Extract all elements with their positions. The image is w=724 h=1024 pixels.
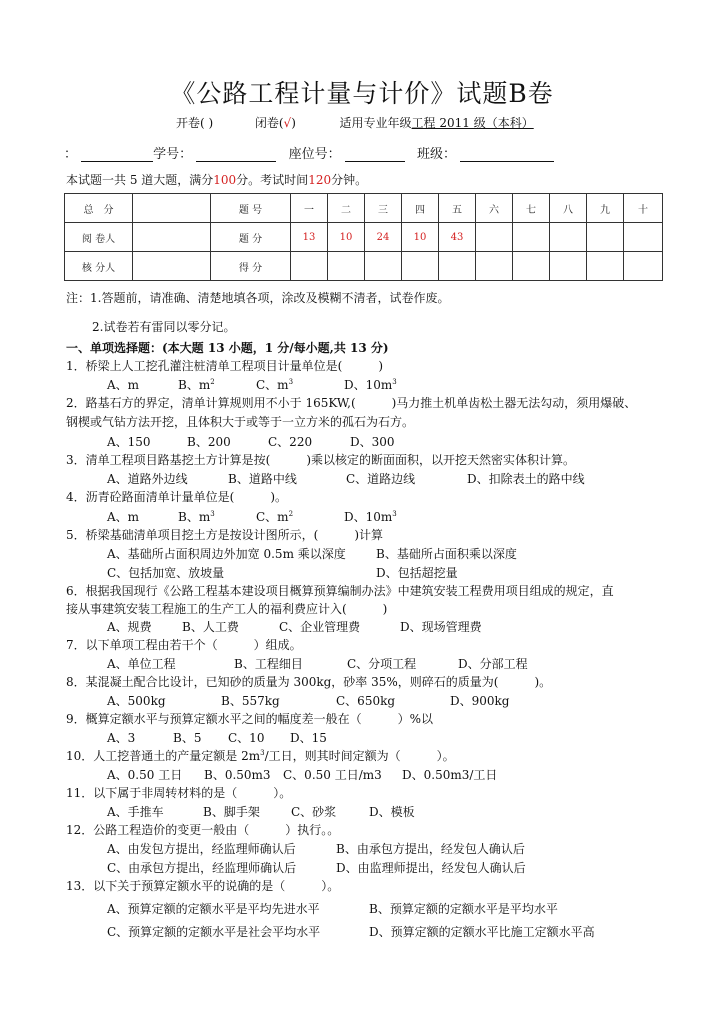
q1-option-a: A、m — [107, 378, 140, 392]
score-table — [64, 193, 663, 281]
check-mark: √ — [283, 116, 292, 130]
exam-intro — [66, 171, 367, 188]
q3-option-b: B、道路中线 — [228, 472, 297, 486]
student-info-line — [64, 143, 554, 162]
q1-option-d: D、$10m^3$ — [344, 378, 397, 392]
q9-option-b: B、5 — [173, 731, 202, 745]
table-cell: 六 — [476, 194, 513, 223]
q9-option-d: D、15 — [290, 731, 327, 745]
intro-text-1: 本试题一共 5 道大题，满分 — [66, 173, 214, 187]
question-10: 10．人工挖普通土的产量定额是 $2m^3/$工日，则其时间定额为（ ）。 — [66, 749, 455, 763]
q4-option-a: A、m — [107, 510, 140, 524]
q1-option-c: C、$m^3$ — [256, 378, 294, 392]
table-cell[interactable] — [513, 252, 550, 281]
q7-option-d: D、分部工程 — [458, 657, 528, 671]
seat-label: 座位号： — [288, 147, 341, 162]
question-4: 4．沥青砼路面清单计量单位是( )。 — [66, 490, 287, 504]
page-title: 《公路工程计量与计价》试题B卷 — [170, 79, 554, 108]
q9-option-c: C、10 — [228, 731, 265, 745]
q3-option-a: A、道路外边线 — [107, 472, 188, 486]
seat-field[interactable] — [345, 147, 405, 162]
table-cell: 10 — [328, 223, 365, 252]
question-13: 13．以下关于预算定额水平的说确的是（ ）。 — [66, 879, 340, 893]
question-8: 8．某混凝土配合比设计，已知砂的质量为 300kg，砂率 35%，则碎石的质量为( )。 — [66, 675, 552, 689]
exam-time: 120 — [308, 173, 332, 187]
major-label: 适用专业年级 — [339, 116, 412, 130]
q11-option-d: D、模板 — [369, 805, 415, 819]
question-9: 9．概算定额水平与预算定额水平之间的幅度差一般在（ ）%以 — [66, 712, 434, 726]
table-cell[interactable] — [402, 252, 439, 281]
q12-option-b: B、由承包方提出，经发包人确认后 — [336, 842, 525, 856]
table-cell: 题 号 — [211, 194, 291, 223]
q8-option-b: B、557kg — [221, 694, 280, 708]
table-cell — [133, 194, 211, 223]
q1-option-b: B、$m^2$ — [178, 378, 215, 392]
q5-option-a: A、基础所占面积周边外加宽 0.5m 乘以深度 — [107, 547, 346, 561]
q10-option-b: B、0.50m3 — [204, 768, 271, 782]
table-cell[interactable] — [133, 223, 211, 252]
table-cell[interactable] — [476, 252, 513, 281]
question-2-line-1: 2．路基石方的界定，清单计算规则用不小于 165KW,( )马力推土机单齿松土器无法勾动，须用爆破、 — [66, 396, 637, 410]
table-cell[interactable] — [365, 252, 402, 281]
question-2-line-2: 钢楔或气钻方法开挖，且体积大于或等于一立方米的孤石为石方。 — [66, 415, 415, 429]
table-cell: 九 — [587, 194, 624, 223]
table-cell: 43 — [439, 223, 476, 252]
closed-book-prefix: 闭卷( — [254, 116, 284, 130]
q8-option-c: C、650kg — [336, 694, 396, 708]
q10-option-a: A、0.50 工日 — [107, 768, 183, 782]
q7-option-b: B、工程细目 — [234, 657, 303, 671]
table-cell — [587, 223, 624, 252]
q12-option-c: C、由承包方提出，经监理师确认后 — [107, 861, 297, 875]
intro-text-3: 分钟。 — [331, 173, 368, 187]
table-cell[interactable] — [587, 252, 624, 281]
table-cell: 三 — [365, 194, 402, 223]
table-row-score — [65, 252, 663, 281]
note-1: 注：1.答题前，请准确、清楚地填各项，涂改及模糊不清者，试卷作废。 — [66, 291, 450, 305]
q10-option-c: C、0.50 工日/m3 — [283, 768, 382, 782]
table-cell: 题 分 — [211, 223, 291, 252]
q13-option-b: B、预算定额的定额水平是平均水平 — [369, 902, 558, 916]
q4-option-b: B、$m^3$ — [178, 510, 215, 524]
q10-option-d: D、0.50m3/工日 — [402, 768, 498, 782]
q5-option-d: D、包括超挖量 — [376, 566, 458, 580]
q3-option-c: C、道路边线 — [346, 472, 416, 486]
q13-option-c: C、预算定额的定额水平是社会平均水平 — [107, 925, 321, 939]
table-cell: 10 — [402, 223, 439, 252]
question-6-line-2: 接从事建筑安装工程施工的生产工人的福利费应计入( ) — [66, 602, 388, 616]
table-cell: 八 — [550, 194, 587, 223]
exam-type-line — [176, 114, 534, 131]
total-score: 100 — [213, 173, 237, 187]
table-cell: 阅 卷人 — [65, 223, 133, 252]
table-cell[interactable] — [328, 252, 365, 281]
major-value: 工程 2011 级（本科） — [411, 116, 534, 130]
table-row-header — [65, 194, 663, 223]
q2-option-b: B、200 — [187, 435, 231, 449]
student-id-label: 学号： — [153, 147, 193, 162]
q11-option-b: B、脚手架 — [203, 805, 260, 819]
q11-option-a: A、手推车 — [107, 805, 164, 819]
table-cell: 24 — [365, 223, 402, 252]
name-field[interactable] — [81, 147, 153, 162]
q2-option-c: C、220 — [268, 435, 313, 449]
table-cell[interactable] — [624, 252, 663, 281]
q2-option-d: D、300 — [350, 435, 395, 449]
table-cell: 五 — [439, 194, 476, 223]
table-cell — [550, 223, 587, 252]
table-cell[interactable] — [291, 252, 328, 281]
table-cell — [476, 223, 513, 252]
q13-option-a: A、预算定额的定额水平是平均先进水平 — [107, 902, 320, 916]
q12-option-a: A、由发包方提出，经监理师确认后 — [107, 842, 296, 856]
note-2: 2.试卷若有雷同以零分记。 — [92, 320, 236, 334]
q2-option-a: A、150 — [107, 435, 151, 449]
q6-option-d: D、现场管理费 — [400, 620, 482, 634]
question-12: 12．公路工程造价的变更一般由（ ）执行。。 — [66, 823, 340, 837]
table-cell: 二 — [328, 194, 365, 223]
table-cell: 十 — [624, 194, 663, 223]
question-11: 11．以下属于非周转材料的是（ ）。 — [66, 786, 292, 800]
table-cell: 七 — [513, 194, 550, 223]
q8-option-d: D、900kg — [450, 694, 510, 708]
table-cell: 总 分 — [65, 194, 133, 223]
q6-option-b: B、人工费 — [182, 620, 239, 634]
q12-option-d: D、由监理师提出，经发包人确认后 — [336, 861, 526, 875]
question-5: 5．桥梁基础清单项目挖土方是按设计图所示，( )计算 — [66, 528, 384, 542]
q5-option-c: C、包括加宽、放坡量 — [107, 566, 225, 580]
table-row-points — [65, 223, 663, 252]
q5-option-b: B、基础所占面积乘以深度 — [376, 547, 517, 561]
q13-option-d: D、预算定额的定额水平比施工定额水平高 — [369, 925, 595, 939]
student-id-field[interactable] — [196, 147, 276, 162]
q8-option-a: A、500kg — [107, 694, 166, 708]
question-7: 7．以下单项工程由若干个（ ）组成。 — [66, 638, 302, 652]
open-book-label: 开卷( ) — [176, 116, 214, 130]
table-cell: 13 — [291, 223, 328, 252]
question-1: 1．桥梁上人工挖孔灌注桩清单工程项目计量单位是( ) — [66, 359, 384, 373]
table-cell — [513, 223, 550, 252]
q7-option-c: C、分项工程 — [347, 657, 417, 671]
intro-text-2: 分。考试时间 — [236, 173, 309, 187]
table-cell[interactable] — [133, 252, 211, 281]
q6-option-c: C、企业管理费 — [279, 620, 361, 634]
table-cell: 四 — [402, 194, 439, 223]
table-cell[interactable] — [550, 252, 587, 281]
q6-option-a: A、规费 — [107, 620, 152, 634]
class-field[interactable] — [460, 147, 554, 162]
q4-option-c: C、$m^2$ — [256, 510, 294, 524]
q9-option-a: A、3 — [107, 731, 136, 745]
section-title: 一、单项选择题：(本大题 13 小题，1 分/每小题,共 13 分) — [66, 341, 389, 355]
table-cell: 一 — [291, 194, 328, 223]
q3-option-d: D、扣除表土的路中线 — [467, 472, 585, 486]
table-cell[interactable] — [439, 252, 476, 281]
name-colon: ： — [64, 147, 78, 162]
question-6-line-1: 6．根据我国现行《公路工程基本建设项目概算预算编制办法》中建筑安装工程费用项目组成的规定，直 — [66, 584, 614, 598]
question-3: 3．清单工程项目路基挖土方计算是按( )乘以核定的断面面积，以开挖天然密实体积计算。 — [66, 453, 576, 467]
table-cell: 核 分人 — [65, 252, 133, 281]
class-label: 班级： — [417, 147, 457, 162]
table-cell: 得 分 — [211, 252, 291, 281]
table-cell — [624, 223, 663, 252]
closed-book-suffix: ) — [291, 116, 296, 130]
q4-option-d: D、$10m^3$ — [344, 510, 397, 524]
q7-option-a: A、单位工程 — [107, 657, 176, 671]
q11-option-c: C、砂浆 — [291, 805, 337, 819]
